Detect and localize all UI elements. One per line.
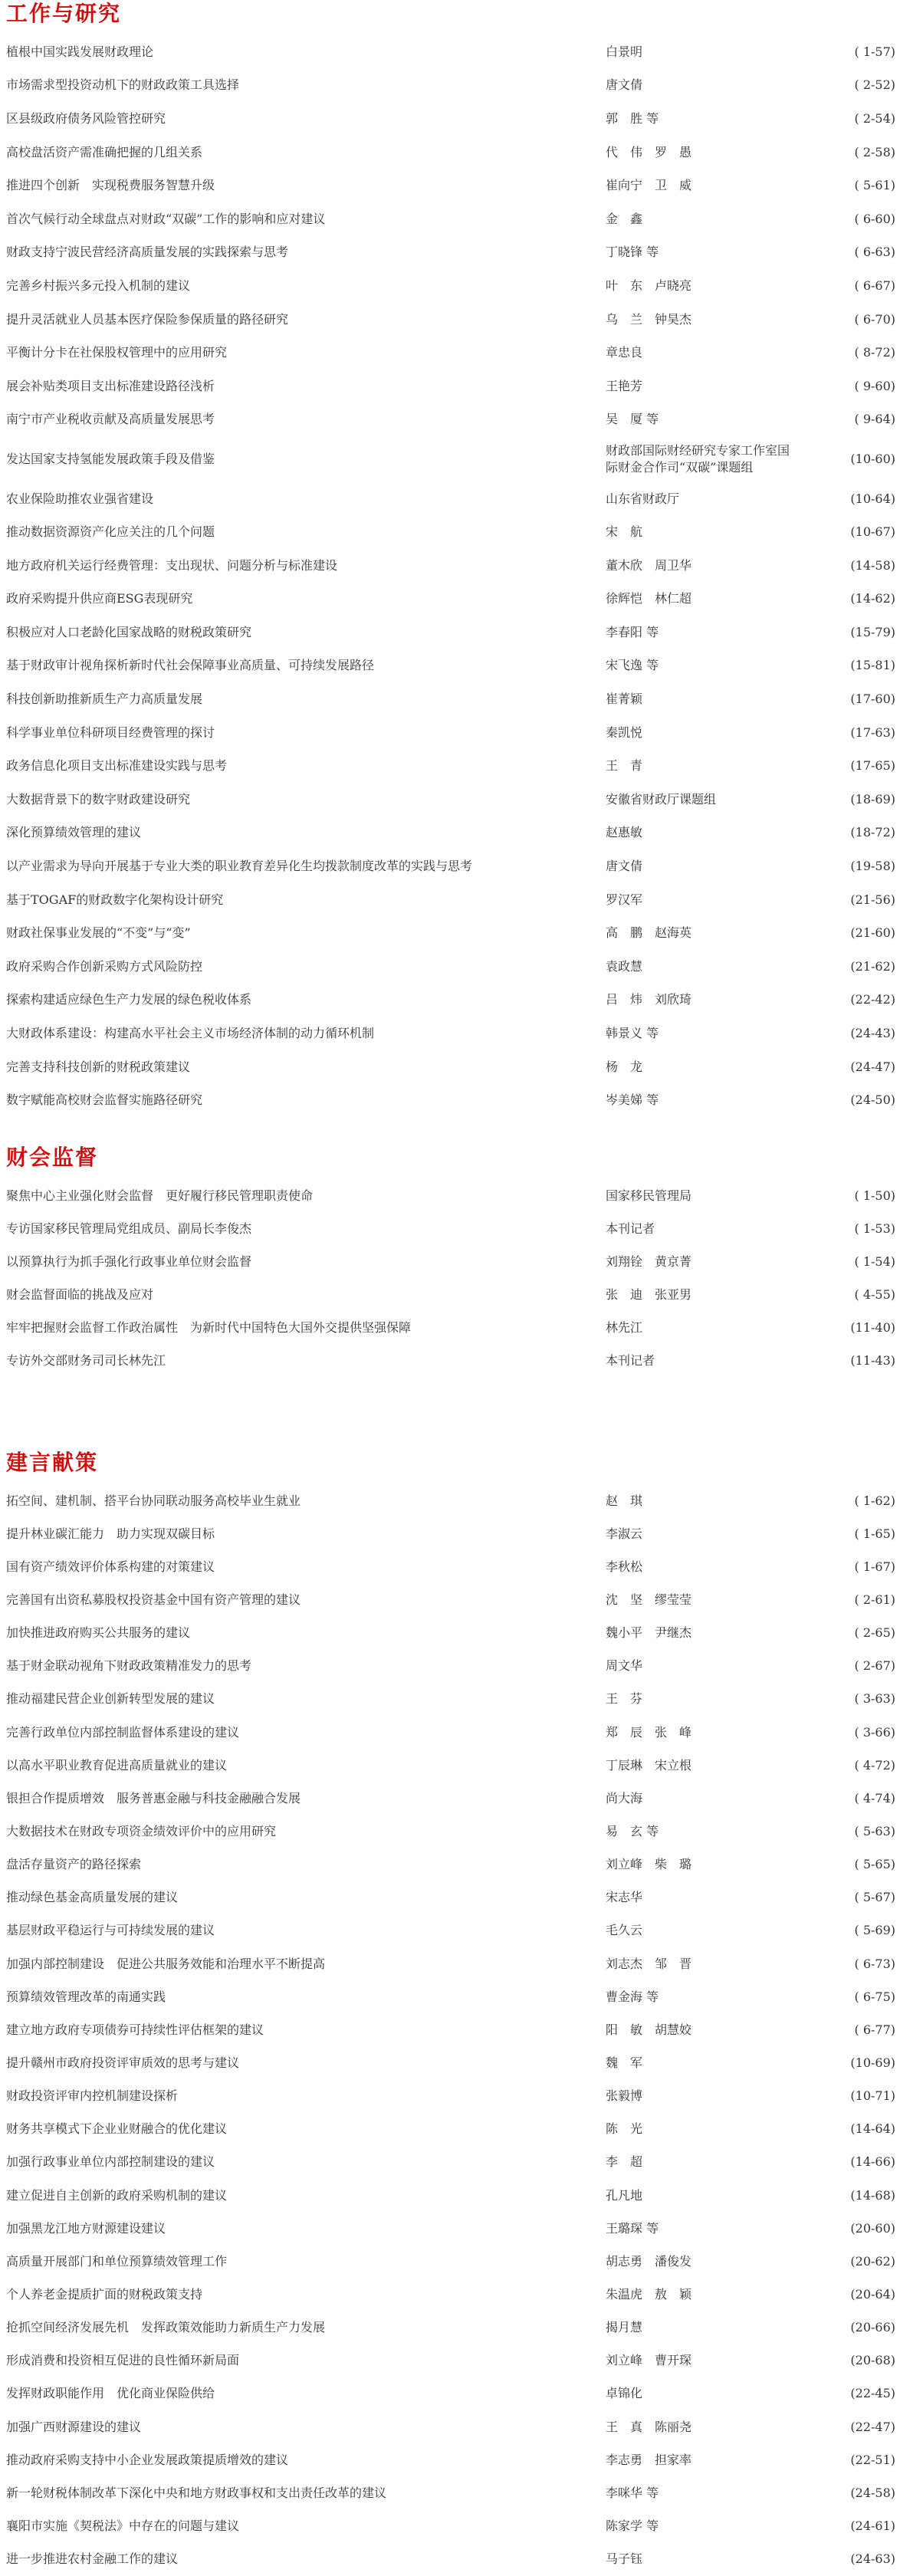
- toc-entry[interactable]: [0, 2344, 900, 2377]
- entry-author: 安徽省财政厅课题组: [606, 791, 717, 807]
- entry-page: ( 5-69): [854, 1923, 895, 1938]
- entry-page: (22-45): [850, 2386, 895, 2401]
- entry-title: 深化预算绩效管理的建议: [6, 825, 142, 840]
- entry-title: 盘活存量资产的路径探索: [6, 1857, 142, 1872]
- entry-page: (20-60): [850, 2220, 895, 2236]
- toc-entry[interactable]: [0, 436, 900, 482]
- entry-page: ( 2-54): [854, 110, 895, 126]
- entry-title: 推动数据资源资产化应关注的几个问题: [6, 524, 215, 540]
- entry-page: ( 5-63): [854, 1823, 895, 1838]
- entry-author: 林先江: [606, 1319, 643, 1335]
- entry-author: 曹金海 等: [606, 1989, 659, 2004]
- entry-page: (24-50): [850, 1092, 895, 1108]
- entry-author: 李 超: [606, 2154, 643, 2170]
- entry-title: 完善国有出资私募股权投资基金中国有资产管理的建议: [6, 1592, 301, 1607]
- toc-entry[interactable]: [0, 1050, 900, 1084]
- toc-entry[interactable]: [0, 2377, 900, 2410]
- entry-author: 李志勇 担家率: [606, 2452, 692, 2467]
- toc-entry[interactable]: [0, 583, 900, 616]
- entry-author: 崔向宁 卫 威: [606, 178, 692, 193]
- entry-title: 以产业需求为导向开展基于专业大类的职业教育差异化生均拨款制度改革的实践与思考: [6, 859, 473, 874]
- entry-author: 朱温虎 敖 颖: [606, 2286, 692, 2302]
- entry-author: 吕 炜 刘欣琦: [606, 992, 692, 1007]
- entry-title: 推动绿色基金高质量发展的建议: [6, 1890, 179, 1905]
- entry-title: 农业保险助推农业强省建设: [6, 491, 154, 506]
- entry-author: 沈 坚 缪莹莹: [606, 1592, 692, 1607]
- entry-title: 财政投资评审内控机制建设探析: [6, 2088, 179, 2104]
- toc-entry[interactable]: [0, 1484, 900, 1517]
- section-title: 财会监督: [6, 1145, 99, 1170]
- entry-page: (10-69): [850, 2055, 895, 2070]
- entry-author: 唐文倩: [606, 859, 643, 874]
- entry-author: 马子钰: [606, 2551, 643, 2567]
- entry-title: 完善行政单位内部控制监督体系建设的建议: [6, 1724, 240, 1740]
- entry-title: 牢牢把握财会监督工作政治属性 为新时代中国特色大国外交提供坚强保障: [6, 1319, 412, 1335]
- entry-title: 平衡计分卡在社保股权管理中的应用研究: [6, 345, 228, 360]
- toc-entry[interactable]: [0, 1311, 900, 1344]
- toc-entry[interactable]: [0, 2543, 900, 2576]
- entry-page: (20-64): [850, 2286, 895, 2302]
- toc-entry[interactable]: [0, 1179, 900, 1212]
- toc-entry[interactable]: [0, 2278, 900, 2311]
- toc-entry[interactable]: [0, 1278, 900, 1311]
- entry-title: 高质量开展部门和单位预算绩效管理工作: [6, 2253, 228, 2269]
- section-title: 建言献策: [6, 1450, 99, 1475]
- entry-author: 宋志华: [606, 1890, 643, 1905]
- toc-entry[interactable]: [0, 2179, 900, 2212]
- section-title: 工作与研究: [6, 1, 122, 26]
- entry-title: 提升赣州市政府投资评审质效的思考与建议: [6, 2055, 240, 2070]
- entry-title: 个人养老金提质扩面的财税政策支持: [6, 2286, 203, 2302]
- entry-title: 财务共享模式下企业业财融合的优化建议: [6, 2121, 228, 2137]
- entry-page: ( 3-66): [854, 1724, 895, 1740]
- entry-page: (10-71): [850, 2088, 895, 2104]
- entry-page: (24-43): [850, 1026, 895, 1041]
- entry-page: ( 6-60): [854, 211, 895, 226]
- toc-entry[interactable]: [0, 303, 900, 337]
- toc-entry[interactable]: [0, 2013, 900, 2046]
- entry-title: 形成消费和投资相互促进的良性循环新局面: [6, 2353, 240, 2368]
- entry-page: ( 9-60): [854, 378, 895, 393]
- entry-page: ( 1-57): [854, 44, 895, 59]
- toc-entry[interactable]: [0, 169, 900, 202]
- entry-title: 推动福建民营企业创新转型发展的建议: [6, 1691, 215, 1707]
- entry-title: 国有资产绩效评价体系构建的对策建议: [6, 1559, 215, 1574]
- toc-entry[interactable]: [0, 1782, 900, 1815]
- entry-author: 卓锦化: [606, 2386, 643, 2401]
- toc-entry[interactable]: [0, 1517, 900, 1550]
- toc-entry[interactable]: [0, 1245, 900, 1278]
- toc-entry[interactable]: [0, 1683, 900, 1716]
- toc-entry[interactable]: [0, 1980, 900, 2013]
- entry-title: 政府采购提升供应商ESG表现研究: [6, 591, 193, 606]
- toc-entry[interactable]: [0, 269, 900, 303]
- entry-title: 加强广西财源建设的建议: [6, 2419, 142, 2434]
- entry-page: (10-60): [850, 451, 895, 466]
- entry-page: ( 1-65): [854, 1526, 895, 1541]
- entry-author: 李咪华 等: [606, 2485, 659, 2500]
- entry-author: 张 迪 张亚男: [606, 1286, 692, 1302]
- entry-author: 丁晓锋 等: [606, 245, 659, 260]
- toc-entry[interactable]: [0, 403, 900, 437]
- entry-author: 刘志杰 邹 晋: [606, 1956, 692, 1971]
- entry-page: ( 2-67): [854, 1658, 895, 1674]
- entry-page: (24-61): [850, 2518, 895, 2533]
- entry-title: 基层财政平稳运行与可持续发展的建议: [6, 1923, 215, 1938]
- entry-title: 基于财政审计视角探析新时代社会保障事业高质量、可持续发展路径: [6, 658, 375, 673]
- entry-page: (19-58): [850, 859, 895, 874]
- entry-page: ( 8-72): [854, 345, 895, 360]
- entry-author: 吴 厦 等: [606, 412, 659, 427]
- entry-author: 唐文倩: [606, 77, 643, 93]
- toc-entry[interactable]: [0, 783, 900, 816]
- entry-author: 王 青: [606, 758, 643, 774]
- entry-author: 金 鑫: [606, 211, 643, 226]
- toc-entry[interactable]: [0, 916, 900, 950]
- entry-page: (11-40): [850, 1319, 895, 1335]
- entry-author: 代 伟 罗 愚: [606, 144, 692, 159]
- entry-title: 加强黑龙江地方财源建设建议: [6, 2220, 166, 2236]
- entry-title: 推进四个创新 实现税费服务智慧升级: [6, 178, 215, 193]
- entry-page: ( 6-77): [854, 2022, 895, 2037]
- entry-page: (15-79): [850, 624, 895, 639]
- entry-title: 财政支持宁波民营经济高质量发展的实践探索与思考: [6, 245, 289, 260]
- entry-author: 财政部国际财经研究专家工作室国际财金合作司“双碳”课题组: [606, 442, 790, 475]
- toc-entry[interactable]: [0, 849, 900, 883]
- entry-author: 孔凡地: [606, 2187, 643, 2203]
- entry-title: 科学事业单位科研项目经费管理的探讨: [6, 724, 215, 740]
- entry-author: 李秋松: [606, 1559, 643, 1574]
- toc-entry[interactable]: [0, 1650, 900, 1683]
- entry-author: 乌 兰 钟昊杰: [606, 311, 692, 327]
- entry-author: 张毅博: [606, 2088, 643, 2104]
- entry-page: (14-58): [850, 557, 895, 573]
- toc-entry[interactable]: [0, 984, 900, 1017]
- entry-author: 王 真 陈丽尧: [606, 2419, 692, 2434]
- entry-page: ( 9-64): [854, 412, 895, 427]
- toc-entry[interactable]: [0, 482, 900, 516]
- entry-page: (17-63): [850, 724, 895, 740]
- entry-author: 李淑云: [606, 1526, 643, 1541]
- toc-entry[interactable]: [0, 236, 900, 270]
- toc-entry[interactable]: [0, 2476, 900, 2509]
- entry-page: (24-63): [850, 2551, 895, 2567]
- toc-entry[interactable]: [0, 1017, 900, 1050]
- entry-page: (20-66): [850, 2320, 895, 2335]
- entry-author: 丁辰琳 宋立根: [606, 1757, 692, 1773]
- entry-title: 财政社保事业发展的“不变”与“变”: [6, 925, 191, 941]
- entry-page: (21-56): [850, 892, 895, 907]
- entry-title: 完善支持科技创新的财税政策建议: [6, 1059, 191, 1074]
- entry-title: 政府采购合作创新采购方式风险防控: [6, 958, 203, 974]
- entry-title: 发达国家支持氢能发展政策手段及借鉴: [6, 451, 215, 466]
- section-rows: [0, 1484, 900, 2576]
- entry-page: ( 2-58): [854, 144, 895, 159]
- entry-page: (17-65): [850, 758, 895, 774]
- entry-author: 王 芬: [606, 1691, 643, 1707]
- entry-page: ( 5-65): [854, 1857, 895, 1872]
- entry-page: ( 1-53): [854, 1221, 895, 1236]
- entry-author: 刘翔铨 黄京菁: [606, 1254, 692, 1269]
- entry-title: 建立促进自主创新的政府采购机制的建议: [6, 2187, 228, 2203]
- toc-entry[interactable]: [0, 1749, 900, 1782]
- entry-page: ( 4-74): [854, 1790, 895, 1806]
- entry-page: (14-68): [850, 2187, 895, 2203]
- entry-title: 基于TOGAF的财政数字化架构设计研究: [6, 892, 224, 907]
- section-rows: [0, 1179, 900, 1377]
- entry-author: 赵 琪: [606, 1493, 643, 1508]
- entry-author: 阳 敏 胡慧姣: [606, 2022, 692, 2037]
- toc-entry[interactable]: [0, 1212, 900, 1245]
- entry-page: (21-60): [850, 925, 895, 941]
- entry-title: 推动政府采购支持中小企业发展政策提质增效的建议: [6, 2452, 289, 2467]
- entry-page: (14-66): [850, 2154, 895, 2170]
- entry-author: 本刊记者: [606, 1221, 655, 1236]
- toc-entry[interactable]: [0, 35, 900, 69]
- toc-entry[interactable]: [0, 649, 900, 683]
- entry-author: 魏 军: [606, 2055, 643, 2070]
- entry-author: 周文华: [606, 1658, 643, 1674]
- entry-page: ( 1-50): [854, 1188, 895, 1203]
- entry-title: 区县级政府债务风险管控研究: [6, 110, 166, 126]
- entry-title: 预算绩效管理改革的南通实践: [6, 1989, 166, 2004]
- entry-page: (20-62): [850, 2253, 895, 2269]
- toc-entry[interactable]: [0, 950, 900, 984]
- entry-author: 韩景义 等: [606, 1026, 659, 1041]
- toc-entry[interactable]: [0, 1881, 900, 1914]
- entry-title: 银担合作提质增效 服务普惠金融与科技金融融合发展: [6, 1790, 301, 1806]
- entry-author: 毛久云: [606, 1923, 643, 1938]
- toc-entry[interactable]: [0, 515, 900, 549]
- entry-author: 刘立峰 柴 璐: [606, 1857, 692, 1872]
- entry-author: 国家移民管理局: [606, 1188, 692, 1203]
- entry-title: 市场需求型投资动机下的财政政策工具选择: [6, 77, 240, 93]
- entry-title: 提升林业碳汇能力 助力实现双碳目标: [6, 1526, 215, 1541]
- entry-page: (22-42): [850, 992, 895, 1007]
- entry-title: 展会补贴类项目支出标准建设路径浅析: [6, 378, 215, 393]
- toc-entry[interactable]: [0, 816, 900, 850]
- toc-entry[interactable]: [0, 2509, 900, 2542]
- entry-page: ( 5-67): [854, 1890, 895, 1905]
- entry-page: (10-67): [850, 524, 895, 540]
- toc-entry[interactable]: [0, 682, 900, 716]
- section-rows: [0, 35, 900, 1117]
- entry-author: 王艳芳: [606, 378, 643, 393]
- toc-entry[interactable]: [0, 1083, 900, 1117]
- entry-page: (15-81): [850, 658, 895, 673]
- entry-page: ( 6-73): [854, 1956, 895, 1971]
- entry-author: 揭月慧: [606, 2320, 643, 2335]
- entry-author: 岑美娣 等: [606, 1092, 659, 1108]
- entry-title: 以高水平职业教育促进高质量就业的建议: [6, 1757, 228, 1773]
- entry-page: ( 2-65): [854, 1625, 895, 1641]
- entry-author: 宋飞逸 等: [606, 658, 659, 673]
- entry-title: 植根中国实践发展财政理论: [6, 44, 154, 59]
- entry-page: ( 2-61): [854, 1592, 895, 1607]
- entry-title: 首次气候行动全球盘点对财政“双碳”工作的影响和应对建议: [6, 211, 326, 226]
- entry-author: 刘立峰 曹开琛: [606, 2353, 692, 2368]
- entry-author: 陈 光: [606, 2121, 643, 2137]
- entry-author: 陈家学 等: [606, 2518, 659, 2533]
- toc-entry[interactable]: [0, 102, 900, 136]
- entry-author: 郭 胜 等: [606, 110, 659, 126]
- toc-entry[interactable]: [0, 1815, 900, 1848]
- entry-author: 袁政慧: [606, 958, 643, 974]
- entry-page: ( 6-67): [854, 278, 895, 293]
- entry-author: 崔菁颖: [606, 692, 643, 707]
- toc-entry[interactable]: [0, 716, 900, 750]
- entry-author: 章忠良: [606, 345, 643, 360]
- entry-page: ( 2-52): [854, 77, 895, 93]
- entry-title: 提升灵活就业人员基本医疗保险参保质量的路径研究: [6, 311, 289, 327]
- entry-page: ( 3-63): [854, 1691, 895, 1707]
- entry-page: (18-72): [850, 825, 895, 840]
- entry-author: 杨 龙: [606, 1059, 643, 1074]
- entry-title: 大数据背景下的数字财政建设研究: [6, 791, 191, 807]
- entry-title: 南宁市产业税收贡献及高质量发展思考: [6, 412, 215, 427]
- entry-title: 专访外交部财务司司长林先江: [6, 1352, 166, 1368]
- entry-title: 拓空间、建机制、搭平台协同联动服务高校毕业生就业: [6, 1493, 301, 1508]
- entry-author: 易 玄 等: [606, 1823, 659, 1838]
- entry-title: 政务信息化项目支出标准建设实践与思考: [6, 758, 228, 774]
- entry-title: 财会监督面临的挑战及应对: [6, 1286, 154, 1302]
- entry-title: 加强内部控制建设 促进公共服务效能和治理水平不断提高: [6, 1956, 326, 1971]
- entry-page: ( 6-70): [854, 311, 895, 327]
- entry-author: 魏小平 尹继杰: [606, 1625, 692, 1641]
- entry-author: 李春阳 等: [606, 624, 659, 639]
- entry-page: ( 6-75): [854, 1989, 895, 2004]
- toc-entry[interactable]: [0, 69, 900, 103]
- entry-title: 新一轮财税体制改革下深化中央和地方财政事权和支出责任改革的建议: [6, 2485, 387, 2500]
- toc-entry[interactable]: [0, 1550, 900, 1583]
- entry-author: 郑 辰 张 峰: [606, 1724, 692, 1740]
- toc-entry[interactable]: [0, 136, 900, 169]
- toc-entry[interactable]: [0, 749, 900, 783]
- toc-entry[interactable]: [0, 2410, 900, 2443]
- entry-title: 加快推进政府购买公共服务的建议: [6, 1625, 191, 1641]
- entry-author: 高 鹏 赵海英: [606, 925, 692, 941]
- entry-page: (14-62): [850, 591, 895, 606]
- entry-page: (21-62): [850, 958, 895, 974]
- entry-author: 王璐琛 等: [606, 2220, 659, 2236]
- entry-author: 徐辉恺 林仁超: [606, 591, 692, 606]
- entry-title: 数字赋能高校财会监督实施路径研究: [6, 1092, 203, 1108]
- entry-page: (22-47): [850, 2419, 895, 2434]
- entry-title: 专访国家移民管理局党组成员、副局长李俊杰: [6, 1221, 252, 1236]
- entry-page: (17-60): [850, 692, 895, 707]
- entry-title: 科技创新助推新质生产力高质量发展: [6, 692, 203, 707]
- entry-author: 山东省财政厅: [606, 491, 680, 506]
- entry-author: 叶 东 卢晓亮: [606, 278, 692, 293]
- entry-page: ( 6-63): [854, 245, 895, 260]
- entry-page: (14-64): [850, 2121, 895, 2137]
- entry-page: (20-68): [850, 2353, 895, 2368]
- entry-page: (22-51): [850, 2452, 895, 2467]
- entry-title: 基于财金联动视角下财政政策精准发力的思考: [6, 1658, 252, 1674]
- toc-entry[interactable]: [0, 1947, 900, 1980]
- toc-entry[interactable]: [0, 2212, 900, 2245]
- toc-entry[interactable]: [0, 1344, 900, 1377]
- entry-page: ( 1-62): [854, 1493, 895, 1508]
- toc-entry[interactable]: [0, 370, 900, 403]
- toc-entry[interactable]: [0, 1848, 900, 1881]
- toc-entry[interactable]: [0, 202, 900, 236]
- entry-title: 发挥财政职能作用 优化商业保险供给: [6, 2386, 215, 2401]
- entry-title: 建立地方政府专项债券可持续性评估框架的建议: [6, 2022, 264, 2037]
- entry-title: 大财政体系建设：构建高水平社会主义市场经济体制的动力循环机制: [6, 1026, 375, 1041]
- toc-entry[interactable]: [0, 2146, 900, 2179]
- entry-title: 大数据技术在财政专项资金绩效评价中的应用研究: [6, 1823, 277, 1838]
- entry-page: (18-69): [850, 791, 895, 807]
- entry-author: 本刊记者: [606, 1352, 655, 1368]
- entry-page: ( 1-54): [854, 1254, 895, 1269]
- entry-title: 聚焦中心主业强化财会监督 更好履行移民管理职责使命: [6, 1188, 314, 1203]
- toc-entry[interactable]: [0, 1716, 900, 1749]
- entry-page: ( 5-61): [854, 178, 895, 193]
- toc-entry[interactable]: [0, 2312, 900, 2344]
- toc-entry[interactable]: [0, 2245, 900, 2278]
- toc-entry[interactable]: [0, 2443, 900, 2476]
- entry-title: 以预算执行为抓手强化行政事业单位财会监督: [6, 1254, 252, 1269]
- toc-entry[interactable]: [0, 2113, 900, 2146]
- toc-entry[interactable]: [0, 616, 900, 649]
- entry-title: 积极应对人口老龄化国家战略的财税政策研究: [6, 624, 252, 639]
- entry-page: ( 4-72): [854, 1757, 895, 1773]
- entry-title: 襄阳市实施《契税法》中存在的问题与建议: [6, 2518, 240, 2533]
- entry-title: 高校盘活资产需准确把握的几组关系: [6, 144, 203, 159]
- entry-author: 宋 航: [606, 524, 643, 540]
- entry-author: 尚大海: [606, 1790, 643, 1806]
- entry-page: ( 4-55): [854, 1286, 895, 1302]
- entry-title: 完善乡村振兴多元投入机制的建议: [6, 278, 191, 293]
- entry-page: (10-64): [850, 491, 895, 506]
- entry-author: 胡志勇 潘俊发: [606, 2253, 692, 2269]
- entry-author: 白景明: [606, 44, 643, 59]
- toc-entry[interactable]: [0, 549, 900, 583]
- entry-author: 罗汉军: [606, 892, 643, 907]
- entry-title: 加强行政事业单位内部控制建设的建议: [6, 2154, 215, 2170]
- toc-entry[interactable]: [0, 1583, 900, 1616]
- entry-title: 地方政府机关运行经费管理：支出现状、问题分析与标准建设: [6, 557, 338, 573]
- entry-title: 抢抓空间经济发展先机 发挥政策效能助力新质生产力发展: [6, 2320, 326, 2335]
- toc-entry[interactable]: [0, 2046, 900, 2079]
- entry-title: 探索构建适应绿色生产力发展的绿色税收体系: [6, 992, 252, 1007]
- entry-page: (11-43): [850, 1352, 895, 1368]
- entry-page: (24-47): [850, 1059, 895, 1074]
- entry-title: 进一步推进农村金融工作的建议: [6, 2551, 179, 2567]
- toc-entry[interactable]: [0, 1617, 900, 1650]
- entry-page: ( 1-67): [854, 1559, 895, 1574]
- entry-author: 董木欣 周卫华: [606, 557, 692, 573]
- toc-entry[interactable]: [0, 336, 900, 370]
- entry-author: 秦凯悦: [606, 724, 643, 740]
- toc-entry[interactable]: [0, 1914, 900, 1947]
- toc-entry[interactable]: [0, 883, 900, 917]
- toc-entry[interactable]: [0, 2080, 900, 2113]
- entry-page: (24-58): [850, 2485, 895, 2500]
- entry-author: 赵惠敏: [606, 825, 643, 840]
